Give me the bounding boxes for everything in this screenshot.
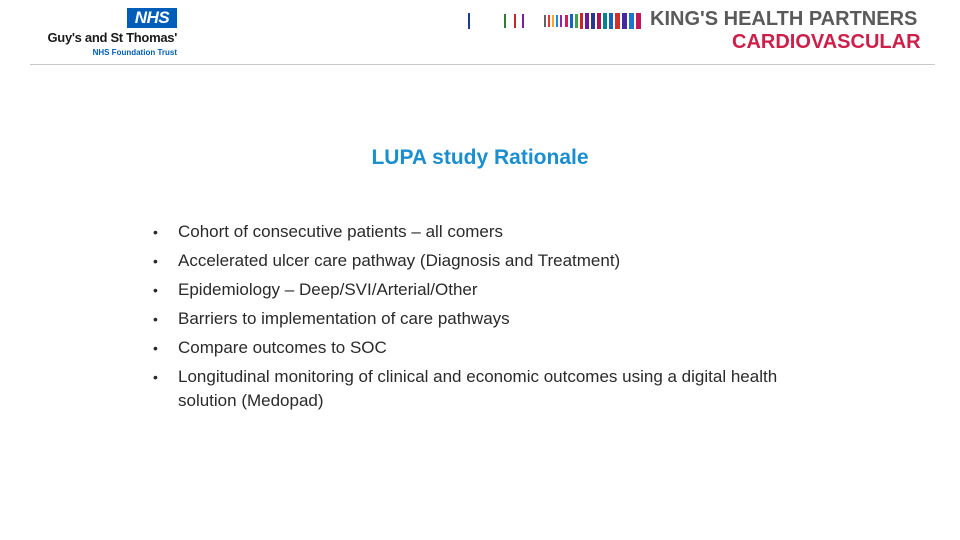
bullet-icon: • — [153, 282, 158, 298]
colour-bars-icon — [460, 10, 650, 32]
bullet-text: Cohort of consecutive patients – all comers — [178, 222, 504, 241]
bullet-icon: • — [153, 369, 158, 385]
bullet-item — [150, 307, 830, 331]
slide-header — [0, 0, 960, 66]
rationale-bullet-list — [150, 220, 830, 418]
bullet-text: Epidemiology – Deep/SVI/Arterial/Other — [178, 280, 478, 299]
bullet-text: Barriers to implementation of care pathways — [178, 309, 510, 328]
header-divider — [30, 64, 935, 65]
bullet-text: Longitudinal monitoring of clinical and economic outcomes using a digital health solution (Medopad) — [178, 367, 778, 410]
khp-subtitle: CARDIOVASCULAR — [732, 31, 921, 53]
khp-title: KING'S HEALTH PARTNERS — [650, 8, 918, 30]
bullet-item — [150, 278, 830, 302]
nhs-badge: NHS — [127, 8, 177, 28]
trust-name: Guy's and St Thomas' — [47, 30, 177, 45]
slide-title: LUPA study Rationale — [371, 146, 589, 169]
bullet-item — [150, 249, 830, 273]
bullet-text: Compare outcomes to SOC — [178, 338, 387, 357]
bullet-icon: • — [153, 253, 158, 269]
bullet-icon: • — [153, 311, 158, 327]
trust-subtitle: NHS Foundation Trust — [92, 48, 177, 57]
bullet-text: Accelerated ulcer care pathway (Diagnosis and Treatment) — [178, 251, 621, 270]
kings-health-partners-logo — [460, 6, 940, 56]
nhs-trust-logo — [32, 6, 177, 60]
bullet-item — [150, 365, 830, 413]
bullet-item — [150, 336, 830, 360]
bullet-item — [150, 220, 830, 244]
bullet-icon: • — [153, 224, 158, 240]
bullet-icon: • — [153, 340, 158, 356]
